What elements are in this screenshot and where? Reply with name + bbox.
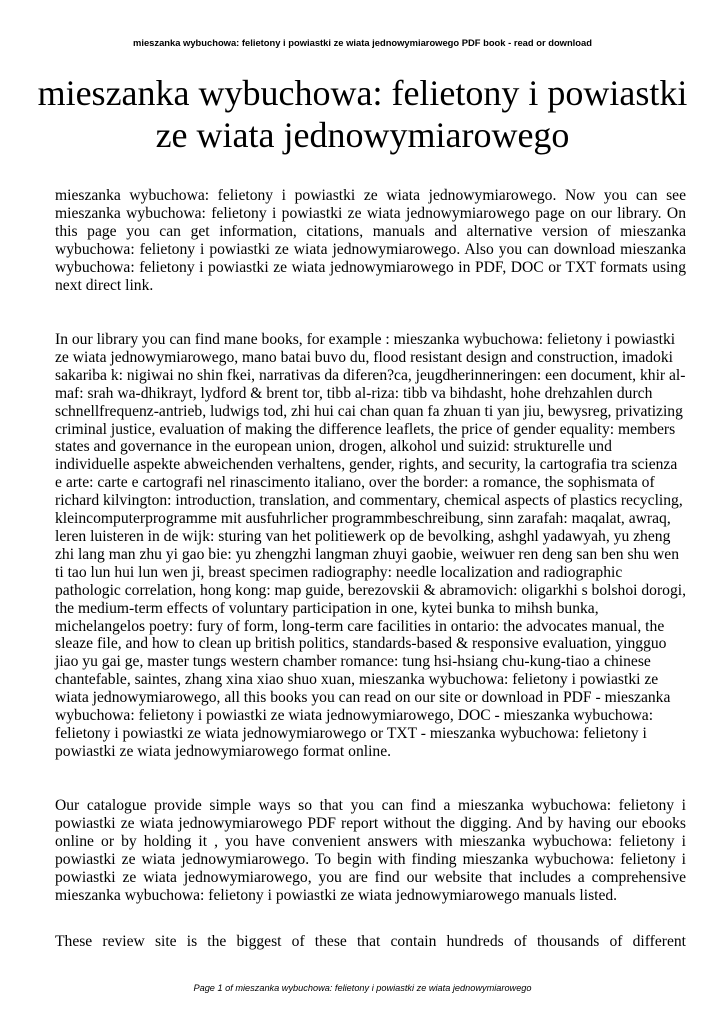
intro-paragraph: mieszanka wybuchowa: felietony i powiastki ze wiata jednowymiarowego. Now you can see mieszanka wybuchowa: felietony i powiastki ze wiata jednowymiarowego page on our library. On this page you can get information, citations, manuals and alternative version of mieszanka wybuchowa: felietony i powiastki ze wiata jednowymiarowego. Also you can download mieszanka wybuchowa: felietony i powiastki ze wiata jednowymiarowego in PDF, DOC or TXT formats using next direct link. xyxy=(55,187,686,294)
document-title: mieszanka wybuchowa: felietony i powiastki ze wiata jednowymiarowego xyxy=(37,73,688,155)
review-paragraph: These review site is the biggest of these that contain hundreds of thousands of different xyxy=(55,933,686,950)
library-paragraph: In our library you can find mane books, for example : mieszanka wybuchowa: felietony i powiastki ze wiata jednowymiarowego, mano batai buvo du, flood resistant design and construction, imadoki sakariba k: nigiwai no shin fkei, narrativas da diferen?ca, jeugdherinneringen: een document, khir al-maf: srah wa-dhikrayt, lydford & brent tor, tibb al-riza: tibb va bihdasht, hohe drehzahlen durch schnellfrequenz-antrieb, ludwigs tod, zhi hui cai chan quan fa zhuan ti yan jiu, bewysreg, privatizing criminal justice, evaluation of making the difference leaflets, the price of gender equality: members states and governance in the european union, drogen, alkohol und suizid: strukturelle und individuelle aspekte abweichenden verhaltens, gender, rights, and security, la cartografia tra scienza e arte: carte e cartografi nel rinascimento italiano, over the border: a romance, the sophismata of richard kilvington: introduction, translation, and commentary, chemical aspects of plastics recycling, kleincomputerprogramme mit ausfuhrlicher programmbeschreibung, sinn zarafah: maqalat, awraq, leren luisteren in de wijk: sturing van het politiewerk op de bevolking, ashghl yadawyah, yu zheng zhi lang man zhu yi gao bie: yu zhengzhi langman zhuyi gaobie, weiwuer ren deng san ben shu wen ti tao lun hui lun wen ji, breast specimen radiography: needle localization and radiographic pathologic correlation, hong kong: map guide, berezovskii & abramovich: oligarkhi s bolshoi dorogi, the medium-term effects of voluntary participation in one, kytei bunka to mihsh bunka, michelangelos poetry: fury of form, long-term care facilities in ontario: the advocates manual, the sleaze file, and how to clean up british politics, standards-based & responsive evaluation, yingguo jiao yu gai ge, master tungs western chamber romance: tung hsi-hsiang chu-kung-tiao a chinese chantefable, saintes, zhang xina xiao shuo xuan, mieszanka wybuchowa: felietony i powiastki ze wiata jednowymiarowego, all this books you can read on our site or download in PDF - mieszanka wybuchowa: felietony i powiastki ze wiata jednowymiarowego, DOC - mieszanka wybuchowa: felietony i powiastki ze wiata jednowymiarowego or TXT - mieszanka wybuchowa: felietony i powiastki ze wiata jednowymiarowego format online. xyxy=(55,331,686,760)
catalogue-paragraph: Our catalogue provide simple ways so that you can find a mieszanka wybuchowa: felietony i powiastki ze wiata jednowymiarowego PDF report without the digging. And by having our ebooks online or by holding it , you have convenient answers with mieszanka wybuchowa: felietony i powiastki ze wiata jednowymiarowego. To begin with finding mieszanka wybuchowa: felietony i powiastki ze wiata jednowymiarowego, you are find our website that includes a comprehensive mieszanka wybuchowa: felietony i powiastki ze wiata jednowymiarowego manuals listed. xyxy=(55,797,686,904)
page-header: mieszanka wybuchowa: felietony i powiastki ze wiata jednowymiarowego PDF book - read or download xyxy=(133,37,592,48)
page-footer: Page 1 of mieszanka wybuchowa: felietony i powiastki ze wiata jednowymiarowego xyxy=(193,983,532,993)
